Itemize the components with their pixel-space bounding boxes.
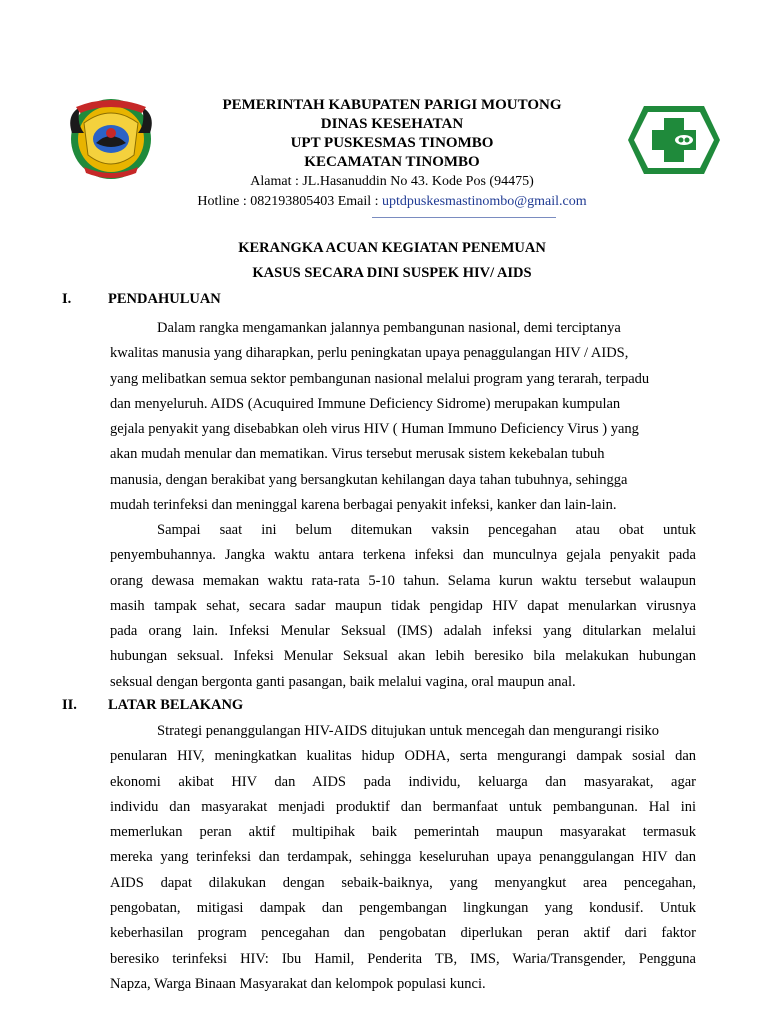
section-title: LATAR BELAKANG bbox=[108, 697, 244, 713]
text-line: penularan HIV, meningkatkan kualitas hidup ODHA, serta mengurangi dampak sosial dan bbox=[110, 748, 696, 765]
text-line: masih tampak sehat, secara sadar maupun tidak pengidap HIV dapat menularkan virusnya bbox=[110, 597, 696, 614]
text-line: Strategi penanggulangan HIV-AIDS ditujukan untuk mencegah dan mengurangi risiko bbox=[157, 723, 660, 739]
section-heading-latar-belakang bbox=[62, 696, 243, 714]
text-line: dan menyeluruh. AIDS (Acuquired Immune Deficiency Sidrome) merupakan kumpulan bbox=[110, 395, 621, 412]
text-line: kwalitas manusia yang diharapkan, perlu peningkatan upaya penaggulangan HIV / AIDS, bbox=[110, 345, 629, 362]
document-title-line-2: KASUS SECARA DINI SUSPEK HIV/ AIDS bbox=[252, 265, 532, 281]
text-line: Napza, Warga Binaan Masyarakat dan kelompok populasi kunci. bbox=[110, 975, 486, 992]
text-line: Sampai saat ini belum ditemukan vaksin pencegahan atau obat untuk bbox=[157, 522, 696, 538]
text-line: yang melibatkan semua sektor pembangunan nasional melalui program yang terarah, terpadu bbox=[110, 370, 650, 387]
text-line: gejala penyakit yang disebabkan oleh virus HIV ( Human Immuno Deficiency Virus ) yang bbox=[110, 421, 639, 438]
text-line: mudah terinfeksi dan meninggal karena berbagai penyakit infeksi, kanker dan lain-lain. bbox=[110, 497, 617, 514]
text-line: penyembuhannya. Jangka waktu antara terkena infeksi dan munculnya gejala penyakit pada bbox=[110, 547, 696, 564]
text-line: AIDS dapat dilakukan dengan sebaik-baiknya, yang menyangkut area pencegahan, bbox=[110, 874, 696, 891]
parigi-moutong-emblem-logo bbox=[62, 93, 160, 183]
letterhead-divider bbox=[372, 217, 556, 218]
text-line: beresiko terinfeksi HIV: Ibu Hamil, Penderita TB, IMS, Waria/Transgender, Pengguna bbox=[110, 950, 696, 967]
letterhead-contact-label: Hotline : 082193805403 Email : bbox=[197, 194, 383, 209]
section-title: PENDAHULUAN bbox=[108, 291, 221, 307]
letterhead-office: DINAS KESEHATAN bbox=[320, 116, 464, 132]
text-line: seksual dengan bergonta ganti pasangan, baik melalui vagina, oral maupun anal. bbox=[110, 673, 576, 690]
letterhead bbox=[150, 96, 634, 212]
letterhead-address: Alamat : JL.Hasanuddin No 43. Kode Pos (94475) bbox=[250, 174, 534, 189]
puskesmas-logo bbox=[626, 104, 722, 176]
text-line: Dalam rangka mengamankan jalannya pembangunan nasional, demi terciptanya bbox=[157, 320, 621, 336]
paragraph-latar-belakang-1 bbox=[110, 719, 696, 997]
paragraph-pendahuluan-2 bbox=[110, 518, 696, 695]
text-line: akan mudah menular dan mematikan. Virus tersebut merusak sistem kekebalan tubuh bbox=[110, 446, 605, 463]
section-number: I. bbox=[62, 291, 72, 307]
section-heading-pendahuluan bbox=[62, 290, 221, 308]
paragraph-pendahuluan-1 bbox=[110, 316, 696, 518]
text-line: keberhasilan program pencegahan dan pengobatan diperlukan peran aktif dari faktor bbox=[110, 925, 696, 942]
section-number: II. bbox=[62, 697, 77, 713]
text-line: individu dan masyarakat menjadi produktif dan bermanfaat untuk pembangunan. Hal ini bbox=[110, 798, 696, 815]
letterhead-district: KECAMATAN TINOMBO bbox=[304, 154, 480, 170]
letterhead-email-link[interactable]: uptdpuskesmastinombo@gmail.com bbox=[382, 194, 587, 209]
text-line: pada orang lain. Infeksi Menular Seksual (IMS) adalah infeksi yang ditularkan melalui bbox=[110, 623, 696, 640]
letterhead-government: PEMERINTAH KABUPATEN PARIGI MOUTONG bbox=[222, 97, 562, 113]
text-line: mereka yang terinfeksi dan terdampak, sehingga keseluruhan upaya penanggulangan HIV dan bbox=[110, 849, 696, 866]
text-line: hubungan seksual. Infeksi Menular Seksual akan lebih beresiko bila melakukan hubungan bbox=[110, 648, 696, 665]
document-title-line-1: KERANGKA ACUAN KEGIATAN PENEMUAN bbox=[238, 240, 546, 256]
text-line: orang dewasa memakan waktu rata-rata 5-10 tahun. Selama kurun waktu tersebut walaupun bbox=[110, 572, 696, 589]
letterhead-unit: UPT PUSKESMAS TINOMBO bbox=[290, 135, 494, 151]
text-line: manusia, dengan berakibat yang bersangkutan kehilangan daya tahan tubuhnya, sehingga bbox=[110, 471, 628, 488]
text-line: ekonomi akibat HIV dan AIDS pada individu, keluarga dan masyarakat, agar bbox=[110, 773, 696, 790]
letterhead-contact bbox=[150, 192, 634, 212]
text-line: pengobatan, mitigasi dampak dan pengembangan lingkungan yang kondusif. Untuk bbox=[110, 900, 696, 917]
text-line: memerlukan peran aktif multipihak baik pemerintah maupun masyarakat termasuk bbox=[110, 824, 696, 841]
